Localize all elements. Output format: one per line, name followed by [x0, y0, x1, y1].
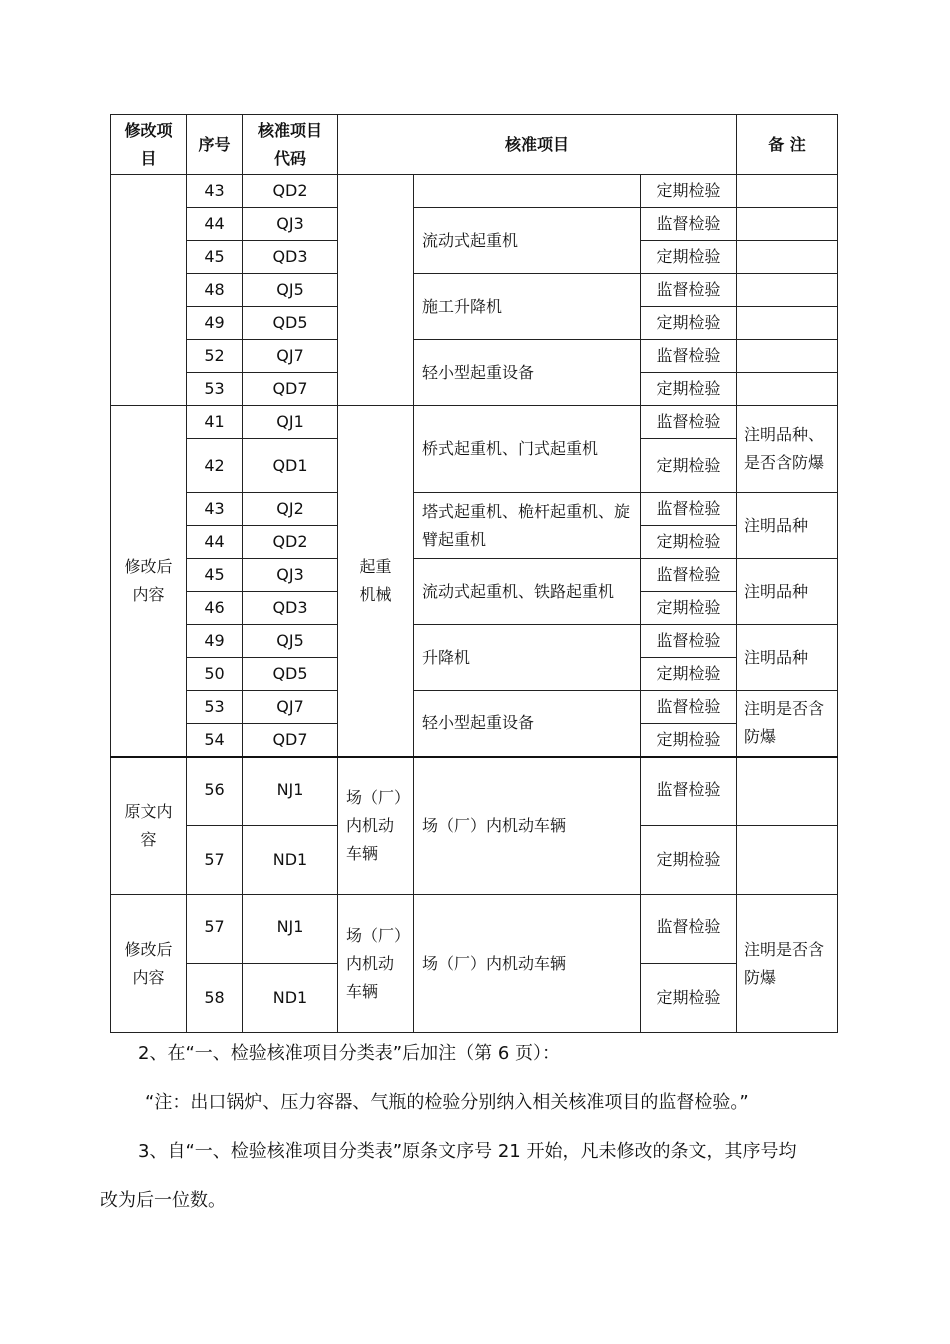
- seq-cell: 58: [187, 964, 243, 1033]
- type-cell: 监督检验: [641, 493, 737, 526]
- type-cell: 监督检验: [641, 406, 737, 439]
- type-cell: 定期检验: [641, 439, 737, 493]
- item-cell: [414, 175, 641, 208]
- code-cell: NJ1: [243, 757, 338, 826]
- section1-category: [338, 175, 414, 406]
- seq-cell: 57: [187, 895, 243, 964]
- item-cell: 场（厂）内机动车辆: [414, 895, 641, 1033]
- code-cell: QJ5: [243, 274, 338, 307]
- seq-cell: 53: [187, 373, 243, 406]
- type-cell: 定期检验: [641, 964, 737, 1033]
- seq-cell: 44: [187, 208, 243, 241]
- item-cell: 桥式起重机、门式起重机: [414, 406, 641, 493]
- section1-label: [111, 175, 187, 406]
- code-cell: QJ7: [243, 340, 338, 373]
- remark-cell: [737, 340, 838, 373]
- type-cell: 定期检验: [641, 658, 737, 691]
- code-cell: QJ3: [243, 559, 338, 592]
- remark-cell: [737, 307, 838, 340]
- header-modify-item: 修改项目: [111, 115, 187, 175]
- type-cell: 监督检验: [641, 895, 737, 964]
- seq-cell: 41: [187, 406, 243, 439]
- seq-cell: 56: [187, 757, 243, 826]
- code-cell: QJ3: [243, 208, 338, 241]
- remark-cell: [737, 274, 838, 307]
- seq-cell: 48: [187, 274, 243, 307]
- code-cell: QD7: [243, 724, 338, 757]
- code-cell: QD7: [243, 373, 338, 406]
- item-cell: 流动式起重机: [414, 208, 641, 274]
- seq-cell: 52: [187, 340, 243, 373]
- code-cell: QD2: [243, 175, 338, 208]
- seq-cell: 57: [187, 826, 243, 895]
- code-cell: QD2: [243, 526, 338, 559]
- code-cell: NJ1: [243, 895, 338, 964]
- remark-cell: 注明品种: [737, 493, 838, 559]
- header-seq: 序号: [187, 115, 243, 175]
- seq-cell: 54: [187, 724, 243, 757]
- item-cell: 升降机: [414, 625, 641, 691]
- seq-cell: 46: [187, 592, 243, 625]
- seq-cell: 44: [187, 526, 243, 559]
- remark-cell: 注明是否含防爆: [737, 691, 838, 757]
- section3-category: 场（厂）内机动车辆: [338, 757, 414, 895]
- header-code: 核准项目代码: [243, 115, 338, 175]
- seq-cell: 50: [187, 658, 243, 691]
- seq-cell: 45: [187, 559, 243, 592]
- note-item-2: 2、在“一、检验核准项目分类表”后加注（第 6 页）：: [138, 1043, 560, 1064]
- type-cell: 定期检验: [641, 724, 737, 757]
- item-cell: 轻小型起重设备: [414, 340, 641, 406]
- seq-cell: 42: [187, 439, 243, 493]
- item-cell: 场（厂）内机动车辆: [414, 757, 641, 895]
- type-cell: 定期检验: [641, 592, 737, 625]
- remark-cell: [737, 208, 838, 241]
- section3-label: 原文内容: [111, 757, 187, 895]
- seq-cell: 49: [187, 307, 243, 340]
- type-cell: 监督检验: [641, 559, 737, 592]
- item-cell: 流动式起重机、铁路起重机: [414, 559, 641, 625]
- inspection-items-table: [110, 114, 838, 1033]
- remark-cell: [737, 757, 838, 826]
- seq-cell: 43: [187, 175, 243, 208]
- header-remark: 备 注: [737, 115, 838, 175]
- code-cell: QJ2: [243, 493, 338, 526]
- code-cell: QJ7: [243, 691, 338, 724]
- code-cell: QD3: [243, 241, 338, 274]
- note-item-2-quote: “注：出口锅炉、压力容器、气瓶的检验分别纳入相关核准项目的监督检验。”: [145, 1092, 749, 1113]
- seq-cell: 53: [187, 691, 243, 724]
- remark-cell: [737, 373, 838, 406]
- note-item-3-line2: 改为后一位数。: [100, 1190, 226, 1211]
- remark-cell: [737, 241, 838, 274]
- type-cell: 定期检验: [641, 526, 737, 559]
- section2-label: 修改后内容: [111, 406, 187, 757]
- type-cell: 定期检验: [641, 307, 737, 340]
- code-cell: ND1: [243, 964, 338, 1033]
- remark-cell: [737, 826, 838, 895]
- code-cell: QD3: [243, 592, 338, 625]
- type-cell: 定期检验: [641, 826, 737, 895]
- type-cell: 监督检验: [641, 340, 737, 373]
- code-cell: QD5: [243, 658, 338, 691]
- type-cell: 监督检验: [641, 691, 737, 724]
- remark-cell: 注明品种: [737, 559, 838, 625]
- remark-cell: 注明品种、是否含防爆: [737, 406, 838, 493]
- remark-cell: [737, 175, 838, 208]
- seq-cell: 45: [187, 241, 243, 274]
- note-item-3-line1: 3、自“一、检验核准项目分类表”原条文序号 21 开始，凡未修改的条文，其序号均: [138, 1141, 797, 1162]
- seq-cell: 43: [187, 493, 243, 526]
- type-cell: 监督检验: [641, 208, 737, 241]
- section4-label: 修改后内容: [111, 895, 187, 1033]
- type-cell: 监督检验: [641, 625, 737, 658]
- item-cell: 轻小型起重设备: [414, 691, 641, 757]
- type-cell: 定期检验: [641, 373, 737, 406]
- section4-category: 场（厂）内机动车辆: [338, 895, 414, 1033]
- type-cell: 监督检验: [641, 274, 737, 307]
- item-cell: 施工升降机: [414, 274, 641, 340]
- type-cell: 监督检验: [641, 757, 737, 826]
- remark-cell: 注明是否含防爆: [737, 895, 838, 1033]
- item-cell: 塔式起重机、桅杆起重机、旋臂起重机: [414, 493, 641, 559]
- code-cell: QD5: [243, 307, 338, 340]
- code-cell: QJ5: [243, 625, 338, 658]
- code-cell: QD1: [243, 439, 338, 493]
- remark-cell: 注明品种: [737, 625, 838, 691]
- header-item: 核准项目: [338, 115, 737, 175]
- type-cell: 定期检验: [641, 175, 737, 208]
- type-cell: 定期检验: [641, 241, 737, 274]
- code-cell: QJ1: [243, 406, 338, 439]
- section2-category: 起重机械: [338, 406, 414, 757]
- code-cell: ND1: [243, 826, 338, 895]
- seq-cell: 49: [187, 625, 243, 658]
